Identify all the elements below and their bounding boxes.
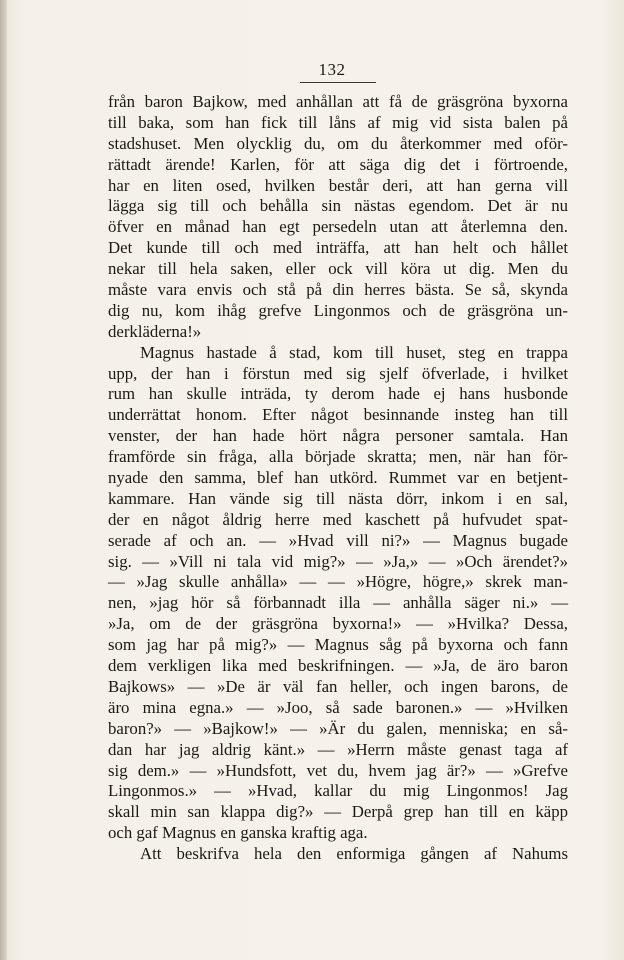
text-line: och gaf Magnus en ganska kraftig aga. [108, 823, 368, 843]
text-line: nen, »jag hör så förbannadt illa — anhålla säger ni.» — [108, 593, 568, 613]
page-edge-shadow [0, 0, 7, 960]
text-line: Att beskrifva hela den enformiga gången af Nahums [140, 844, 568, 864]
text-line: skall min san klappa dig?» — Derpå grep han till en käpp [108, 802, 568, 822]
text-line: stadshuset. Men olycklig du, om du återkommer med oför- [108, 133, 568, 153]
text-line: från baron Bajkow, med anhållan att få de gräsgröna byxorna [108, 92, 568, 111]
text-line: serade af och an. — »Hvad vill ni?» — Magnus bugade [108, 530, 568, 550]
text-line: har en liten osed, hvilken består deri, att han gerna vill [108, 175, 568, 195]
text-line: dan har jag aldrig känt.» — »Herrn måste genast taga af [108, 739, 568, 759]
text-line: rättadt ärende! Karlen, för att säga dig det i förtroende, [108, 154, 568, 174]
text-line: som jag har på mig?» — Magnus såg på byxorna och fann [108, 635, 568, 655]
text-line: derkläderna!» [108, 321, 202, 341]
text-line: måste vara envis och stå på din herres bästa. Se så, skynda [108, 280, 568, 300]
text-line: sig. — »Vill ni tala vid mig?» — »Ja,» — »Och ärendet?» [108, 551, 568, 571]
text-line: Det kunde till och med inträffa, att han helt och hållet [108, 238, 568, 258]
text-line: framförde sin fråga, alla började skratta; men, när han för- [108, 447, 568, 467]
text-line: nyade den samma, blef han utkörd. Rummet var en betjent- [108, 468, 568, 488]
body-text [108, 92, 568, 865]
text-line: — »Jag skulle anhålla» — — »Högre, högre,» skrek man- [108, 572, 568, 592]
text-line: kammare. Han vände sig till nästa dörr, inkom i en sal, [108, 488, 568, 508]
page-number-rule [300, 82, 376, 83]
text-line: Magnus hastade å stad, kom till huset, steg en trappa [140, 342, 568, 362]
text-line: dem verkligen lika med beskrifningen. — »Ja, de äro baron [108, 656, 568, 676]
text-line: »Ja, om de der gräsgröna byxorna!» — »Hvilka? Dessa, [108, 614, 568, 634]
text-line: dig nu, kom ihåg grefve Lingonmos och de gräsgröna un- [108, 300, 568, 320]
page-number: 132 [318, 60, 346, 79]
text-line: äro mina egna.» — »Joo, så sade baronen.» — »Hvilken [108, 697, 568, 717]
text-line: der en något åldrig herre med kaschett på hufvudet spat- [108, 509, 568, 529]
text-line: nekar till hela saken, eller ock vill köra ut dig. Men du [108, 259, 568, 279]
text-line: Bajkows» — »De är väl fan heller, och ingen barons, de [108, 676, 568, 696]
text-line: underrättat honom. Efter något besinnande insteg han till [108, 405, 568, 425]
text-line: öfver en månad han egt persedeln utan att återlemna den. [108, 217, 568, 237]
text-line: till baka, som han fick till låns af mig vid sista balen på [108, 112, 568, 132]
text-line: rum han skulle inträda, ty derom hade ej hans husbonde [108, 384, 568, 404]
text-line: baron?» — »Bajkow!» — »Är du galen, menniska; en så- [108, 718, 568, 738]
text-line: Lingonmos.» — »Hvad, kallar du mig Lingonmos! Jag [108, 781, 568, 801]
text-line: upp, der han i förstun med sig sjelf öfverlade, i hvilket [108, 363, 568, 383]
text-line: sig dem.» — »Hundsfott, vet du, hvem jag är?» — »Grefve [108, 760, 568, 780]
text-line: lägga sig till och behålla sin nästas egendom. Det är nu [108, 196, 568, 216]
text-line: venster, der han hade hört några personer samtala. Han [108, 426, 568, 446]
